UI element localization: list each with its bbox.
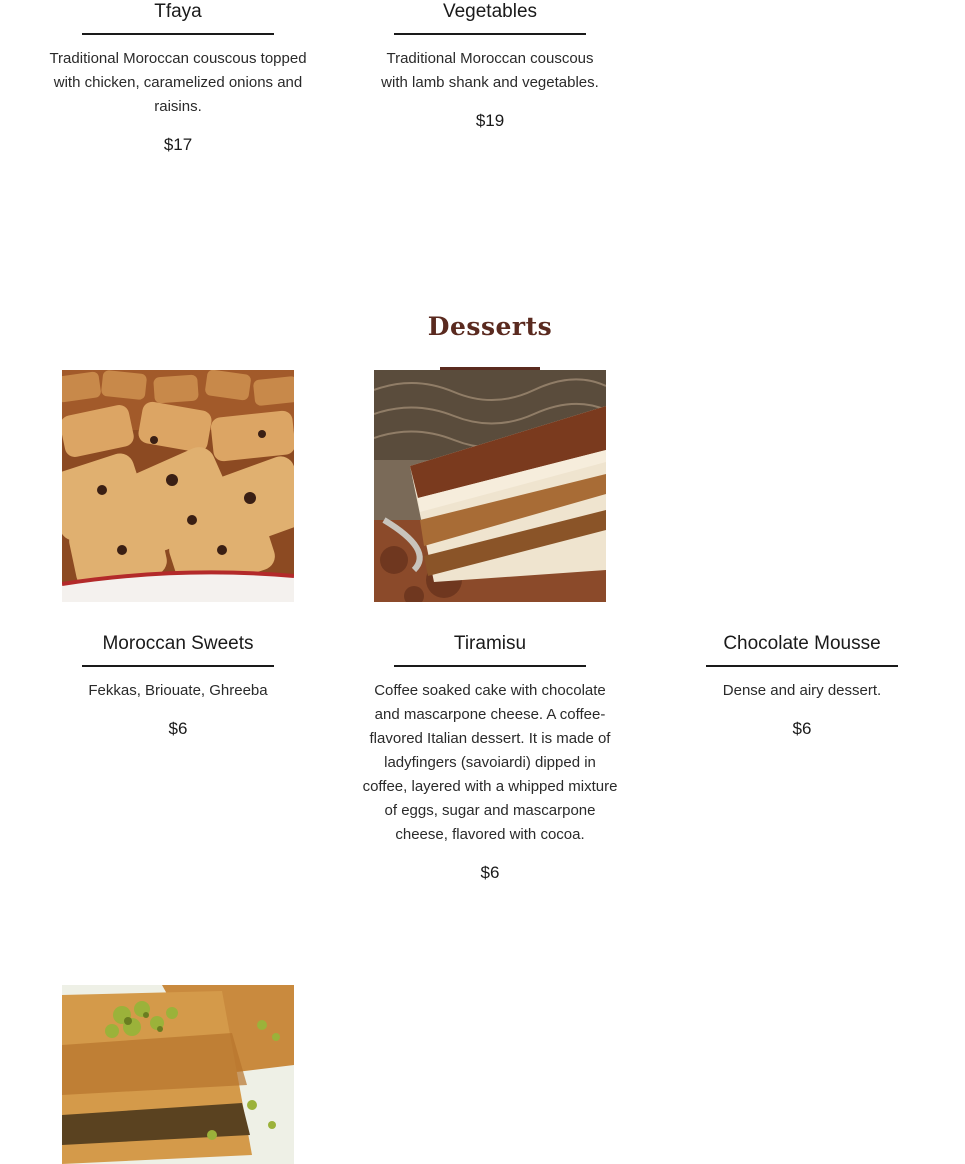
item-description: Dense and airy dessert.: [722, 682, 882, 699]
item-price: $19: [475, 111, 505, 130]
divider: [394, 665, 586, 667]
item-description: Traditional Moroccan couscous topped with chicken, caramelized onions and raisins.: [49, 50, 307, 115]
item-price: $6: [480, 863, 500, 882]
item-title: Vegetables: [442, 1, 538, 22]
menu-item-tiramisu: [354, 632, 626, 885]
item-price: $6: [168, 719, 188, 738]
divider: [82, 665, 274, 667]
baklava-photo: [62, 985, 294, 1164]
item-description: Fekkas, Briouate, Ghreeba: [88, 682, 268, 699]
divider: [706, 665, 898, 667]
item-title: Tfaya: [154, 1, 202, 22]
divider: [82, 33, 274, 35]
menu-item-chocolate-mousse: [666, 632, 938, 741]
divider: [394, 33, 586, 35]
section-title-desserts: Desserts: [427, 312, 553, 341]
item-description: Traditional Moroccan couscous with lamb shank and vegetables.: [381, 50, 599, 91]
item-description: Coffee soaked cake with chocolate and mascarpone cheese. A coffee-flavored Italian dessert. It is made of ladyfingers (savoiardi) dipped in coffee, layered with a whipped mixture of eggs, sugar and mascarpone cheese, flavored with cocoa.: [362, 682, 618, 843]
moroccan-cookies-photo: [62, 370, 294, 602]
menu-item-tfaya: [42, 0, 314, 157]
item-price: $17: [163, 135, 193, 154]
item-title: Tiramisu: [453, 633, 527, 654]
item-title: Chocolate Mousse: [723, 633, 881, 654]
item-title: Moroccan Sweets: [102, 633, 254, 654]
menu-item-vegetables: [354, 0, 626, 133]
menu-item-moroccan-sweets: [42, 632, 314, 741]
tiramisu-photo: [374, 370, 606, 602]
item-price: $6: [792, 719, 812, 738]
